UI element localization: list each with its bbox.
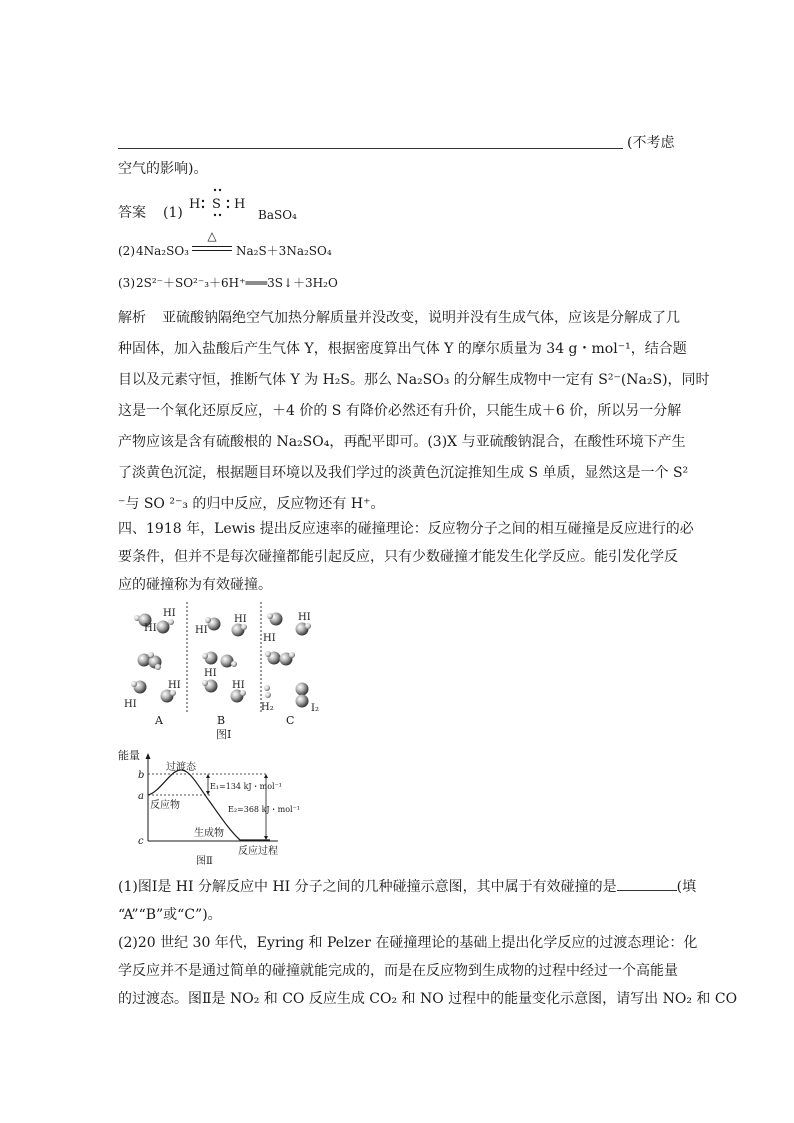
analysis-line: 种固体，加入盐酸后产生气体 Y，根据密度算出气体 Y 的摩尔质量为 34 g・mol⁻¹，结合题 [118,341,687,357]
analysis-line: 亚硫酸钠隔绝空气加热分解质量并没改变，说明并没有生成气体，应该是分解成了几 [162,310,680,326]
question2-line: 的过渡态。图Ⅱ是 NO₂ 和 CO 反应生成 CO₂ 和 NO 过程中的能量变化示意图，请写出 NO₂ 和 CO [118,991,738,1007]
tick-c: c [138,836,144,847]
note-right: (不考虑 [627,135,675,151]
answer-blank-line [118,148,623,149]
hi-label: HI [232,680,245,691]
x-axis-label: 反应过程 [238,846,278,857]
tick-b: b [138,770,145,781]
section4-line: 四、1918 年，Lewis 提出反应速率的碰撞理论：反应物分子之间的相互碰撞是反应进行的必 [118,521,694,537]
e1-label: E₁=134 kJ・mol⁻¹ [210,782,283,791]
e2-label: E₂=368 kJ・mol⁻¹ [228,805,301,814]
section4-line: 应的碰撞称为有效碰撞。 [118,577,272,593]
y-axis-arrow [146,753,151,759]
svg-text:H: H [234,197,246,212]
h2s-lewis-structure [186,180,250,224]
product-label: 生成物 [194,828,224,839]
question1-answer-blank[interactable] [617,876,677,891]
question1-line2: “A”“B”或“C”)。 [118,907,222,923]
question1-tail: (填 [676,879,697,895]
answer-part2-reactant: 4Na₂SO₃ [136,244,189,258]
hi-label: HI [195,625,208,636]
equals-bar-top [192,246,232,247]
svg-text:S: S [212,197,221,212]
heat-condition: △ [207,229,217,243]
h2-label: H₂ [261,702,274,713]
svg-text:H: H [189,197,201,212]
analysis-line: 这是一个氧化还原反应，＋4 价的 S 有降价必然还有升价，只能生成＋6 价，所以另一分解 [118,403,682,419]
analysis-line: 目以及元素守恒，推断气体 Y 为 H₂S。那么 Na₂SO₃ 的分解生成物中一定有 S²⁻(Na₂S)，同时 [118,372,710,388]
analysis-line: ⁻与 SO ²⁻₃ 的归中反应，反应物还有 H⁺。 [118,496,385,512]
note-line2: 空气的影响)。 [118,161,208,177]
answer-part2-number: (2) [118,244,135,258]
question1-line1 [118,874,696,900]
answer-part1-number: (1) [163,205,183,221]
hi-label: HI [168,680,181,691]
i2-label: I₂ [311,703,319,714]
hi-label: HI [163,608,176,619]
answer-label: 答案 [118,205,146,221]
analysis-label: 解析 [118,310,146,326]
analysis-line: 产物应该是含有硫酸根的 Na₂SO₄，再配平即可。(3)X 与亚硫酸钠混合，在酸性环境下产生 [118,434,686,450]
panel-c-molecules [264,613,311,708]
figure1-title: 图Ⅰ [216,728,232,741]
energy-axis-label: 能量 [118,749,140,762]
analysis-line: 了淡黄色沉淀，根据题目环境以及我们学过的淡黄色沉淀推知生成 S 单质，显然这是一个 S² [118,465,689,481]
hi-label: HI [144,623,157,634]
hi-label: HI [298,612,311,623]
reactant-label: 反应物 [150,800,180,811]
figure1-collision-diagram [118,600,328,742]
question1-text: (1)图Ⅰ是 HI 分解反应中 HI 分子之间的几种碰撞示意图，其中属于有效碰撞的是 [118,879,617,895]
figure2-title: 图Ⅱ [196,856,213,867]
panel-label-c: C [286,714,295,727]
question2-line: 学反应并不是通过简单的碰撞就能完成的，而是在反应物到生成物的过程中经过一个高能量 [118,963,678,979]
answer-part1-formula: BaSO₄ [258,208,297,222]
transition-state-label: 过渡态 [166,762,196,773]
section4-line: 要条件，但并不是每次碰撞都能引起反应，只有少数碰撞才能发生化学反应。能引发化学反 [118,549,678,565]
hi-label: HI [263,633,276,644]
answer-part2-products: Na₂S＋3Na₂SO₄ [236,244,332,258]
hi-label: HI [204,668,217,679]
figure2-energy-diagram [118,746,318,868]
equals-bar-bottom [192,250,232,251]
question2-line: (2)20 世纪 30 年代，Eyring 和 Pelzer 在碰撞理论的基础上提出化学反应的过渡态理论：化 [118,935,698,951]
panel-label-b: B [217,714,226,727]
tick-a: a [138,791,144,802]
answer-part3-equation: 2S²⁻＋SO²⁻₃＋6H⁺═══3S↓＋3H₂O [136,276,338,290]
hi-label: HI [234,614,247,625]
hi-label: HI [124,699,137,710]
panel-label-a: A [155,714,163,727]
answer-part3-number: (3) [118,276,135,290]
